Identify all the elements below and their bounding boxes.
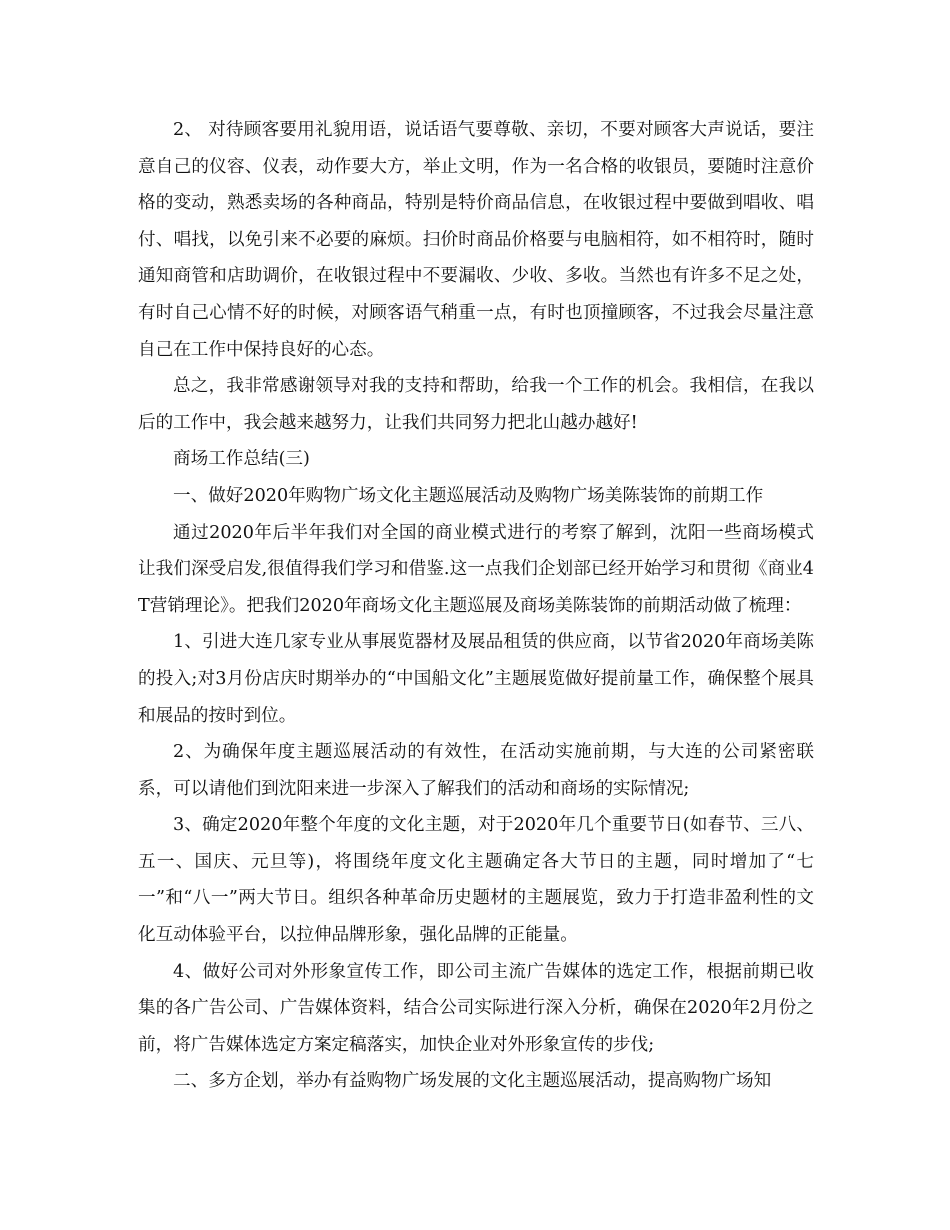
paragraph-list-item-4: 4、做好公司对外形象宣传工作，即公司主流广告媒体的选定工作，根据前期已收集的各广告公司、广告媒体资料，结合公司实际进行深入分析，确保在2020年2月份之前，将广告媒体选定方案定稿落实，加快企业对外形象宣传的步伐; [138, 961, 814, 1055]
paragraph-list-item-2: 2、为确保年度主题巡展活动的有效性，在活动实施前期，与大连的公司紧密联系，可以请他们到沈阳来进一步深入了解我们的活动和商场的实际情况; [138, 742, 814, 799]
paragraph-closing-thanks: 总之，我非常感谢领导对我的支持和帮助，给我一个工作的机会。我相信，在我以后的工作中，我会越来越努力，让我们共同努力把北山越办越好! [138, 376, 814, 433]
section-heading: 商场工作总结(三) [173, 449, 310, 470]
paragraph-cashier-etiquette: 2、 对待顾客要用礼貌用语，说话语气要尊敬、亲切，不要对顾客大声说话，要注意自己的仪容、仪表，动作要大方，举止文明，作为一名合格的收银员，要随时注意价格的变动，熟悉卖场的各种商品，特别是特价商品信息，在收银过程中要做到唱收、唱付、唱找，以免引来不必要的麻烦。扫价时商品价格要与电脑相符，如不相符时，随时通知商管和店助调价，在收银过程中不要漏收、少收、多收。当然也有许多不足之处，有时自己心情不好的时候，对顾客语气稍重一点，有时也顶撞顾客，不过我会尽量注意自己在工作中保持良好的心态。 [138, 120, 814, 360]
paragraph-list-item-1: 1、引进大连几家专业从事展览器材及展品租赁的供应商，以节省2020年商场美陈的投入;对3月份店庆时期举办的“中国船文化”主题展览做好提前量工作，确保整个展具和展品的按时到位。 [138, 632, 814, 726]
paragraph-list-item-3: 3、确定2020年整个年度的文化主题，对于2020年几个重要节日(如春节、三八、五一、国庆、元旦等)，将围绕年度文化主题确定各大节日的主题，同时增加了“七一”和“八一”两大节日。组织各种革命历史题材的主题展览，致力于打造非盈利性的文化互动体验平台，以拉伸品牌形象，强化品牌的正能量。 [138, 815, 814, 946]
paragraph-business-model-review: 通过2020年后半年我们对全国的商业模式进行的考察了解到，沈阳一些商场模式让我们深受启发,很值得我们学习和借鉴.这一点我们企划部已经开始学习和贯彻《商业4T营销理论》。把我们2020年商场文化主题巡展及商场美陈装饰的前期活动做了梳理： [138, 522, 814, 616]
paragraph-item-two-heading: 二、多方企划，举办有益购物广场发展的文化主题巡展活动，提高购物广场知 [173, 1071, 772, 1092]
paragraph-item-one-heading: 一、做好2020年购物广场文化主题巡展活动及购物广场美陈装饰的前期工作 [173, 485, 764, 506]
document-body [138, 112, 814, 1100]
